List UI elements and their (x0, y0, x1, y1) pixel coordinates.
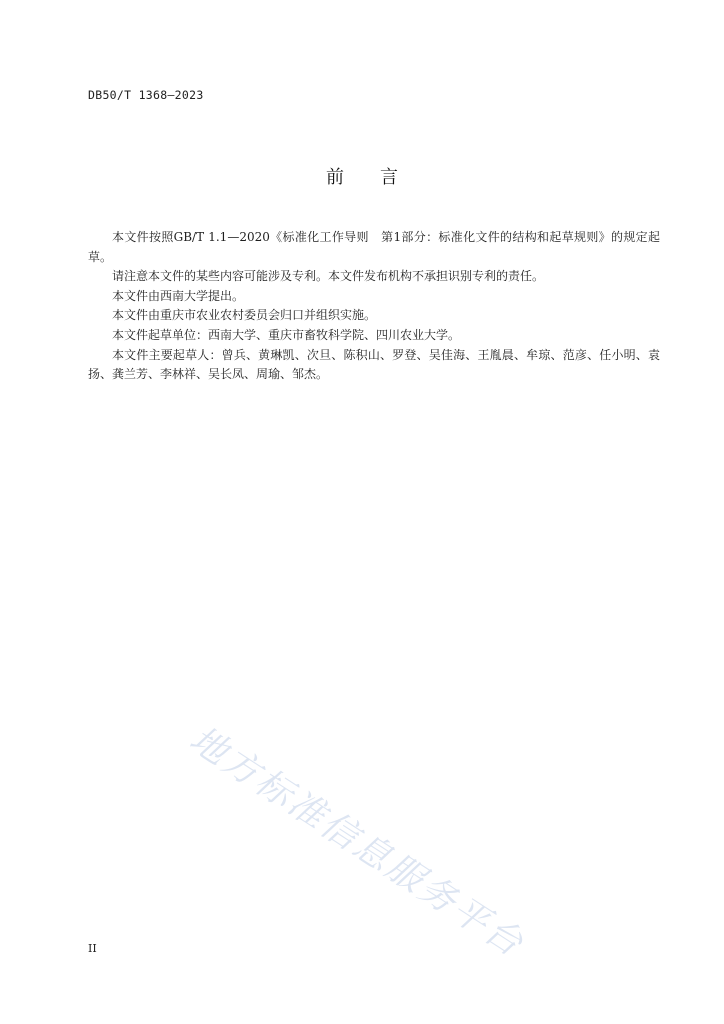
page-number: II (88, 942, 97, 955)
standard-code: DB50/T 1368—2023 (88, 88, 204, 102)
preface-paragraph: 本文件由重庆市农业农村委员会归口并组织实施。 (112, 308, 377, 323)
preface-paragraph: 本文件主要起草人：曾兵、黄琳凯、次旦、陈积山、罗登、吴佳海、王胤晨、牟琼、范彦、任小明、袁扬、龚兰芳、李林祥、吴长凤、周瑜、邹杰。 (88, 347, 660, 382)
preface-body (88, 228, 660, 385)
title-char-1: 前 (326, 167, 344, 188)
preface-paragraph: 本文件由西南大学提出。 (112, 288, 245, 303)
preface-paragraph: 本文件按照GB/T 1.1—2020《标准化工作导则 第1部分：标准化文件的结构和起草规则》的规定起草。 (88, 230, 660, 264)
preface-paragraph: 本文件起草单位：西南大学、重庆市畜牧科学院、四川农业大学。 (112, 327, 461, 342)
page-title (0, 163, 724, 189)
watermark: 地方标准信息服务平台 (182, 718, 532, 966)
preface-paragraph: 请注意本文件的某些内容可能涉及专利。本文件发布机构不承担识别专利的责任。 (112, 269, 545, 284)
title-char-2: 言 (380, 167, 398, 188)
